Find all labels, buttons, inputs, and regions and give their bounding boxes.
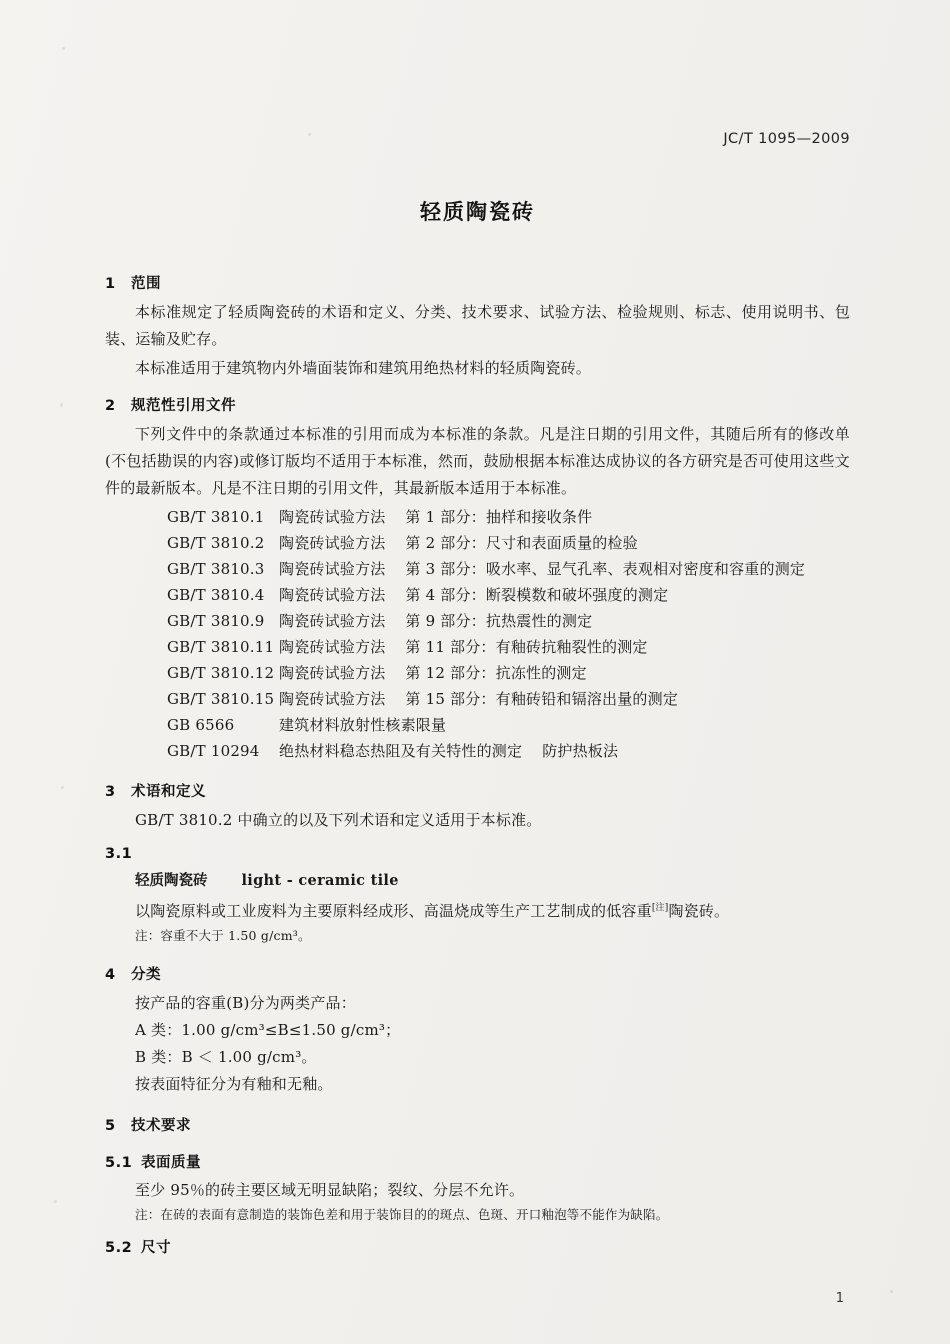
page-content — [105, 0, 850, 1344]
section-heading-technical — [105, 1114, 850, 1135]
reference-part: 第 2 部分：尺寸和表面质量的检验 — [405, 534, 638, 552]
reference-code: GB/T 3810.15 — [167, 690, 275, 708]
section-title-2: 规范性引用文件 — [131, 398, 236, 414]
reference-code: GB/T 10294 — [167, 742, 260, 760]
reference-name: 陶瓷砖试验方法 — [279, 560, 386, 578]
reference-item — [105, 686, 850, 712]
term-definition-text: 以陶瓷原料或工业废料为主要原料经成形、高温烧成等生产工艺制成的低容重 — [135, 902, 652, 920]
section-number-1: 1 — [105, 276, 116, 292]
scope-paragraph-1: 本标准规定了轻质陶瓷砖的术语和定义、分类、技术要求、试验方法、检验规则、标志、使用说明书、包装、运输及贮存。 — [105, 303, 850, 348]
reference-code: GB/T 3810.11 — [167, 638, 275, 656]
term-chinese: 轻质陶瓷砖 — [135, 873, 208, 889]
subsection-number-5-1: 5.1 — [105, 1155, 133, 1171]
term-english: light - ceramic tile — [241, 872, 399, 889]
reference-name: 陶瓷砖试验方法 — [279, 664, 386, 682]
surface-quality-paragraph: 至少 95％的砖主要区域无明显缺陷；裂纹、分层不允许。 — [135, 1181, 525, 1199]
reference-name: 陶瓷砖试验方法 — [279, 586, 386, 604]
term-definition-tail: 陶瓷砖。 — [668, 902, 730, 920]
reference-code: GB/T 3810.1 — [167, 508, 265, 526]
reference-part: 第 4 部分：断裂模数和破坏强度的测定 — [405, 586, 669, 604]
reference-code: GB/T 3810.2 — [167, 534, 265, 552]
term-definition — [105, 895, 850, 925]
terms-paragraph-1: GB/T 3810.2 中确立的以及下列术语和定义适用于本标准。 — [135, 811, 542, 829]
normative-paragraph-1: 下列文件中的条款通过本标准的引用而成为本标准的条款。凡是注日期的引用文件，其随后所有的修改单(不包括勘误的内容)或修订版均不适用于本标准，然而，鼓励根据本标准达成协议的各方研究是否可使用这些文件的最新版本。凡是不注日期的引用文件，其最新版本适用于本标准。 — [105, 425, 850, 497]
section-title-5: 技术要求 — [131, 1118, 191, 1134]
section-number-2: 2 — [105, 398, 116, 414]
section-heading-scope — [105, 272, 850, 293]
reference-part: 第 1 部分：抽样和接收条件 — [405, 508, 593, 526]
subsection-number-5-2: 5.2 — [105, 1240, 133, 1256]
reference-part: 防护热板法 — [542, 742, 619, 760]
subsection-title-5-1: 表面质量 — [141, 1155, 201, 1171]
reference-code: GB/T 3810.12 — [167, 664, 275, 682]
page-title: 轻质陶瓷砖 — [420, 200, 535, 224]
reference-name: 绝热材料稳态热阻及有关特性的测定 — [279, 742, 523, 760]
reference-code: GB/T 3810.4 — [167, 586, 265, 604]
reference-item — [105, 504, 850, 530]
section-heading-terms — [105, 780, 850, 801]
reference-code: GB 6566 — [167, 716, 235, 734]
reference-item — [105, 582, 850, 608]
classification-class-a: A 类：1.00 g/cm³≤B≤1.50 g/cm³； — [135, 1021, 401, 1039]
reference-part: 第 3 部分：吸水率、显气孔率、表观相对密度和容重的测定 — [405, 560, 806, 578]
reference-code: GB/T 3810.3 — [167, 560, 265, 578]
section-heading-normative — [105, 394, 850, 415]
reference-part: 第 15 部分：有釉砖铅和镉溶出量的测定 — [405, 690, 679, 708]
classification-paragraph-1: 按产品的容重(B)分为两类产品： — [135, 994, 356, 1012]
subsection-heading-5-2 — [105, 1236, 850, 1257]
reference-item — [105, 712, 850, 738]
subsection-heading-5-1 — [105, 1151, 850, 1172]
section-number-5: 5 — [105, 1118, 116, 1134]
term-note: 注：容重不大于 1.50 g/cm³。 — [135, 928, 311, 943]
reference-code: GB/T 3810.9 — [167, 612, 265, 630]
reference-part: 第 12 部分：抗冻性的测定 — [405, 664, 587, 682]
page-number: 1 — [835, 1291, 844, 1306]
reference-item — [105, 530, 850, 556]
section-title-4: 分类 — [131, 967, 161, 983]
reference-name: 陶瓷砖试验方法 — [279, 508, 386, 526]
surface-quality-note: 注：在砖的表面有意制造的装饰色差和用于装饰目的的斑点、色斑、开口釉泡等不能作为缺陷。 — [135, 1207, 669, 1222]
section-number-4: 4 — [105, 967, 116, 983]
reference-item — [105, 556, 850, 582]
subsection-title-5-2: 尺寸 — [141, 1240, 171, 1256]
scope-paragraph-2: 本标准适用于建筑物内外墙面装饰和建筑用绝热材料的轻质陶瓷砖。 — [135, 359, 592, 377]
subsection-heading-3-1 — [105, 846, 850, 862]
term-entry — [105, 867, 850, 895]
reference-name: 陶瓷砖试验方法 — [279, 534, 386, 552]
section-title-3: 术语和定义 — [131, 784, 206, 800]
reference-name: 陶瓷砖试验方法 — [279, 690, 386, 708]
reference-name: 陶瓷砖试验方法 — [279, 612, 386, 630]
reference-part: 第 9 部分：抗热震性的测定 — [405, 612, 593, 630]
section-number-3: 3 — [105, 784, 116, 800]
classification-paragraph-2: 按表面特征分为有釉和无釉。 — [135, 1075, 333, 1093]
reference-name: 陶瓷砖试验方法 — [279, 638, 386, 656]
standard-code: JC/T 1095—2009 — [723, 131, 850, 147]
reference-name: 建筑材料放射性核素限量 — [279, 716, 447, 734]
document-body — [105, 272, 850, 1262]
reference-item — [105, 608, 850, 634]
reference-item — [105, 738, 850, 764]
classification-class-b: B 类：B ＜ 1.00 g/cm³。 — [135, 1048, 317, 1066]
section-title-1: 范围 — [131, 276, 161, 292]
reference-part: 第 11 部分：有釉砖抗釉裂性的测定 — [405, 638, 648, 656]
section-heading-classification — [105, 963, 850, 984]
subsection-number-3-1: 3.1 — [105, 846, 133, 862]
term-note-mark: [注] — [651, 903, 669, 913]
reference-item — [105, 660, 850, 686]
reference-item — [105, 634, 850, 660]
